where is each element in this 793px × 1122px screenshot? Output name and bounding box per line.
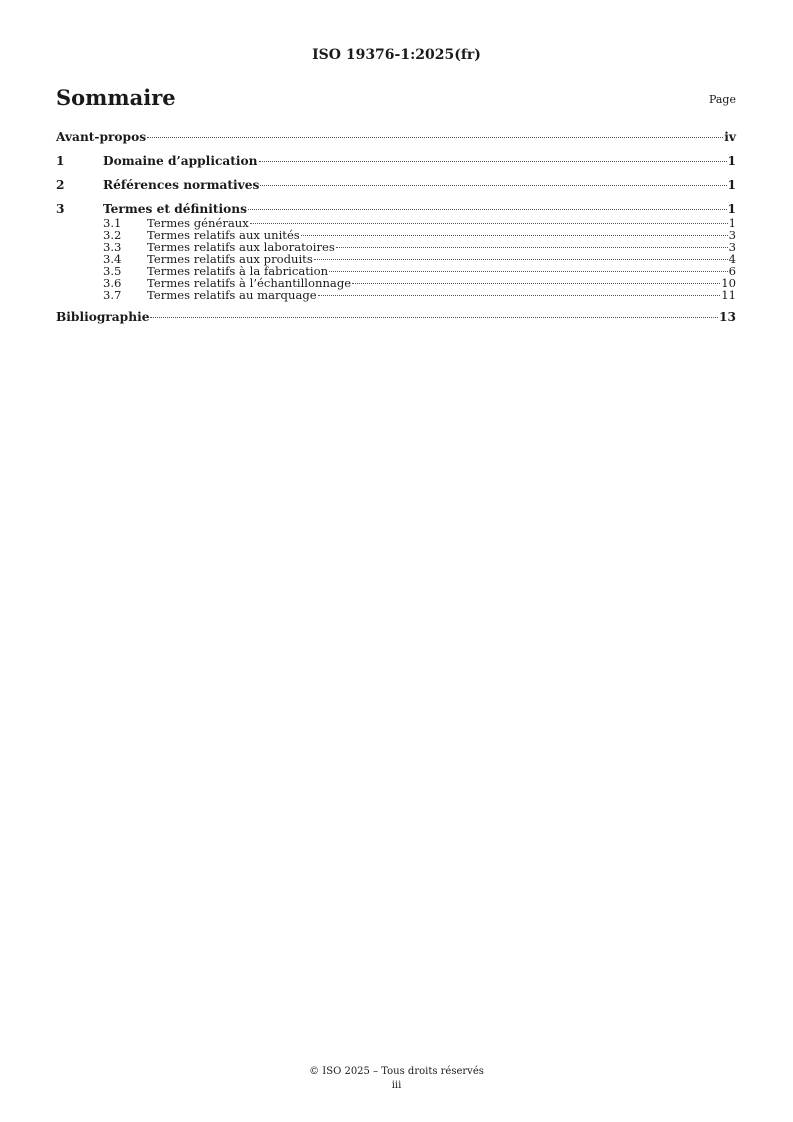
toc-entry-label: Termes et définitions [103, 202, 247, 216]
toc-entry-label: Termes relatifs aux laboratoires [147, 240, 335, 254]
page-footer [0, 1065, 793, 1093]
toc-entry-page: 13 [719, 310, 736, 324]
toc-entry-section-3[interactable] [56, 202, 736, 217]
toc-entry-page: 1 [727, 154, 736, 168]
dot-leader [301, 235, 728, 236]
copyright-notice: © ISO 2025 – Tous droits réservés [309, 1066, 484, 1077]
toc-entry-bibliographie[interactable] [56, 310, 736, 325]
page-column-label: Page [708, 93, 736, 106]
toc-entry-page: 1 [728, 216, 736, 230]
toc-entry-label: Termes relatifs au marquage [147, 288, 317, 302]
toc-entry-number: 3.2 [103, 228, 122, 242]
toc-entry-3-7[interactable] [56, 289, 736, 301]
dot-leader [314, 259, 728, 260]
toc-entry-page: 3 [728, 240, 736, 254]
toc-entry-number: 3.1 [103, 216, 122, 230]
toc-entry-page: 1 [727, 202, 736, 216]
toc-entry-number: 3.7 [103, 288, 122, 302]
page-title: Sommaire [56, 85, 176, 110]
toc-entry-page: 4 [728, 252, 736, 266]
document-id: ISO 19376-1:2025(fr) [312, 47, 481, 63]
dot-leader [248, 209, 727, 210]
toc-entry-number: 3.4 [103, 252, 122, 266]
dot-leader [147, 137, 723, 138]
toc-entry-number: 3.6 [103, 276, 122, 290]
toc-entry-page: iv [724, 130, 736, 144]
dot-leader [250, 223, 728, 224]
toc-entry-page: 10 [721, 276, 736, 290]
toc-entry-label: Termes relatifs à l’échantillonnage [147, 276, 352, 290]
toc-entry-label: Références normatives [103, 178, 260, 192]
toc-entry-number: 3.5 [103, 264, 122, 278]
page-number: iii [391, 1080, 402, 1091]
dot-leader [318, 295, 721, 296]
dot-leader [259, 161, 727, 162]
dot-leader [336, 247, 728, 248]
toc-entry-label: Bibliographie [56, 310, 150, 324]
toc-entry-label: Termes généraux [147, 216, 249, 230]
toc-entry-page: 3 [728, 228, 736, 242]
toc-entry-label: Termes relatifs aux produits [147, 252, 313, 266]
dot-leader [260, 185, 726, 186]
toc-entry-number: 1 [56, 154, 65, 168]
toc-entry-page: 1 [727, 178, 736, 192]
table-of-contents [56, 130, 736, 334]
dot-leader [150, 317, 718, 318]
toc-entry-section-2[interactable] [56, 178, 736, 193]
dot-leader [329, 271, 728, 272]
toc-entry-label: Avant-propos [56, 130, 147, 144]
toc-entry-number: 2 [56, 178, 65, 192]
toc-entry-page: 11 [721, 288, 736, 302]
toc-entry-section-1[interactable] [56, 154, 736, 169]
toc-entry-number: 3.3 [103, 240, 122, 254]
toc-entry-avant-propos[interactable] [56, 130, 736, 145]
toc-entry-label: Termes relatifs à la fabrication [147, 264, 329, 278]
toc-entry-label: Termes relatifs aux unités [147, 228, 300, 242]
dot-leader [352, 283, 720, 284]
toc-entry-page: 6 [728, 264, 736, 278]
toc-entry-number: 3 [56, 202, 65, 216]
toc-entry-label: Domaine d’application [103, 154, 258, 168]
document-header [0, 47, 793, 63]
